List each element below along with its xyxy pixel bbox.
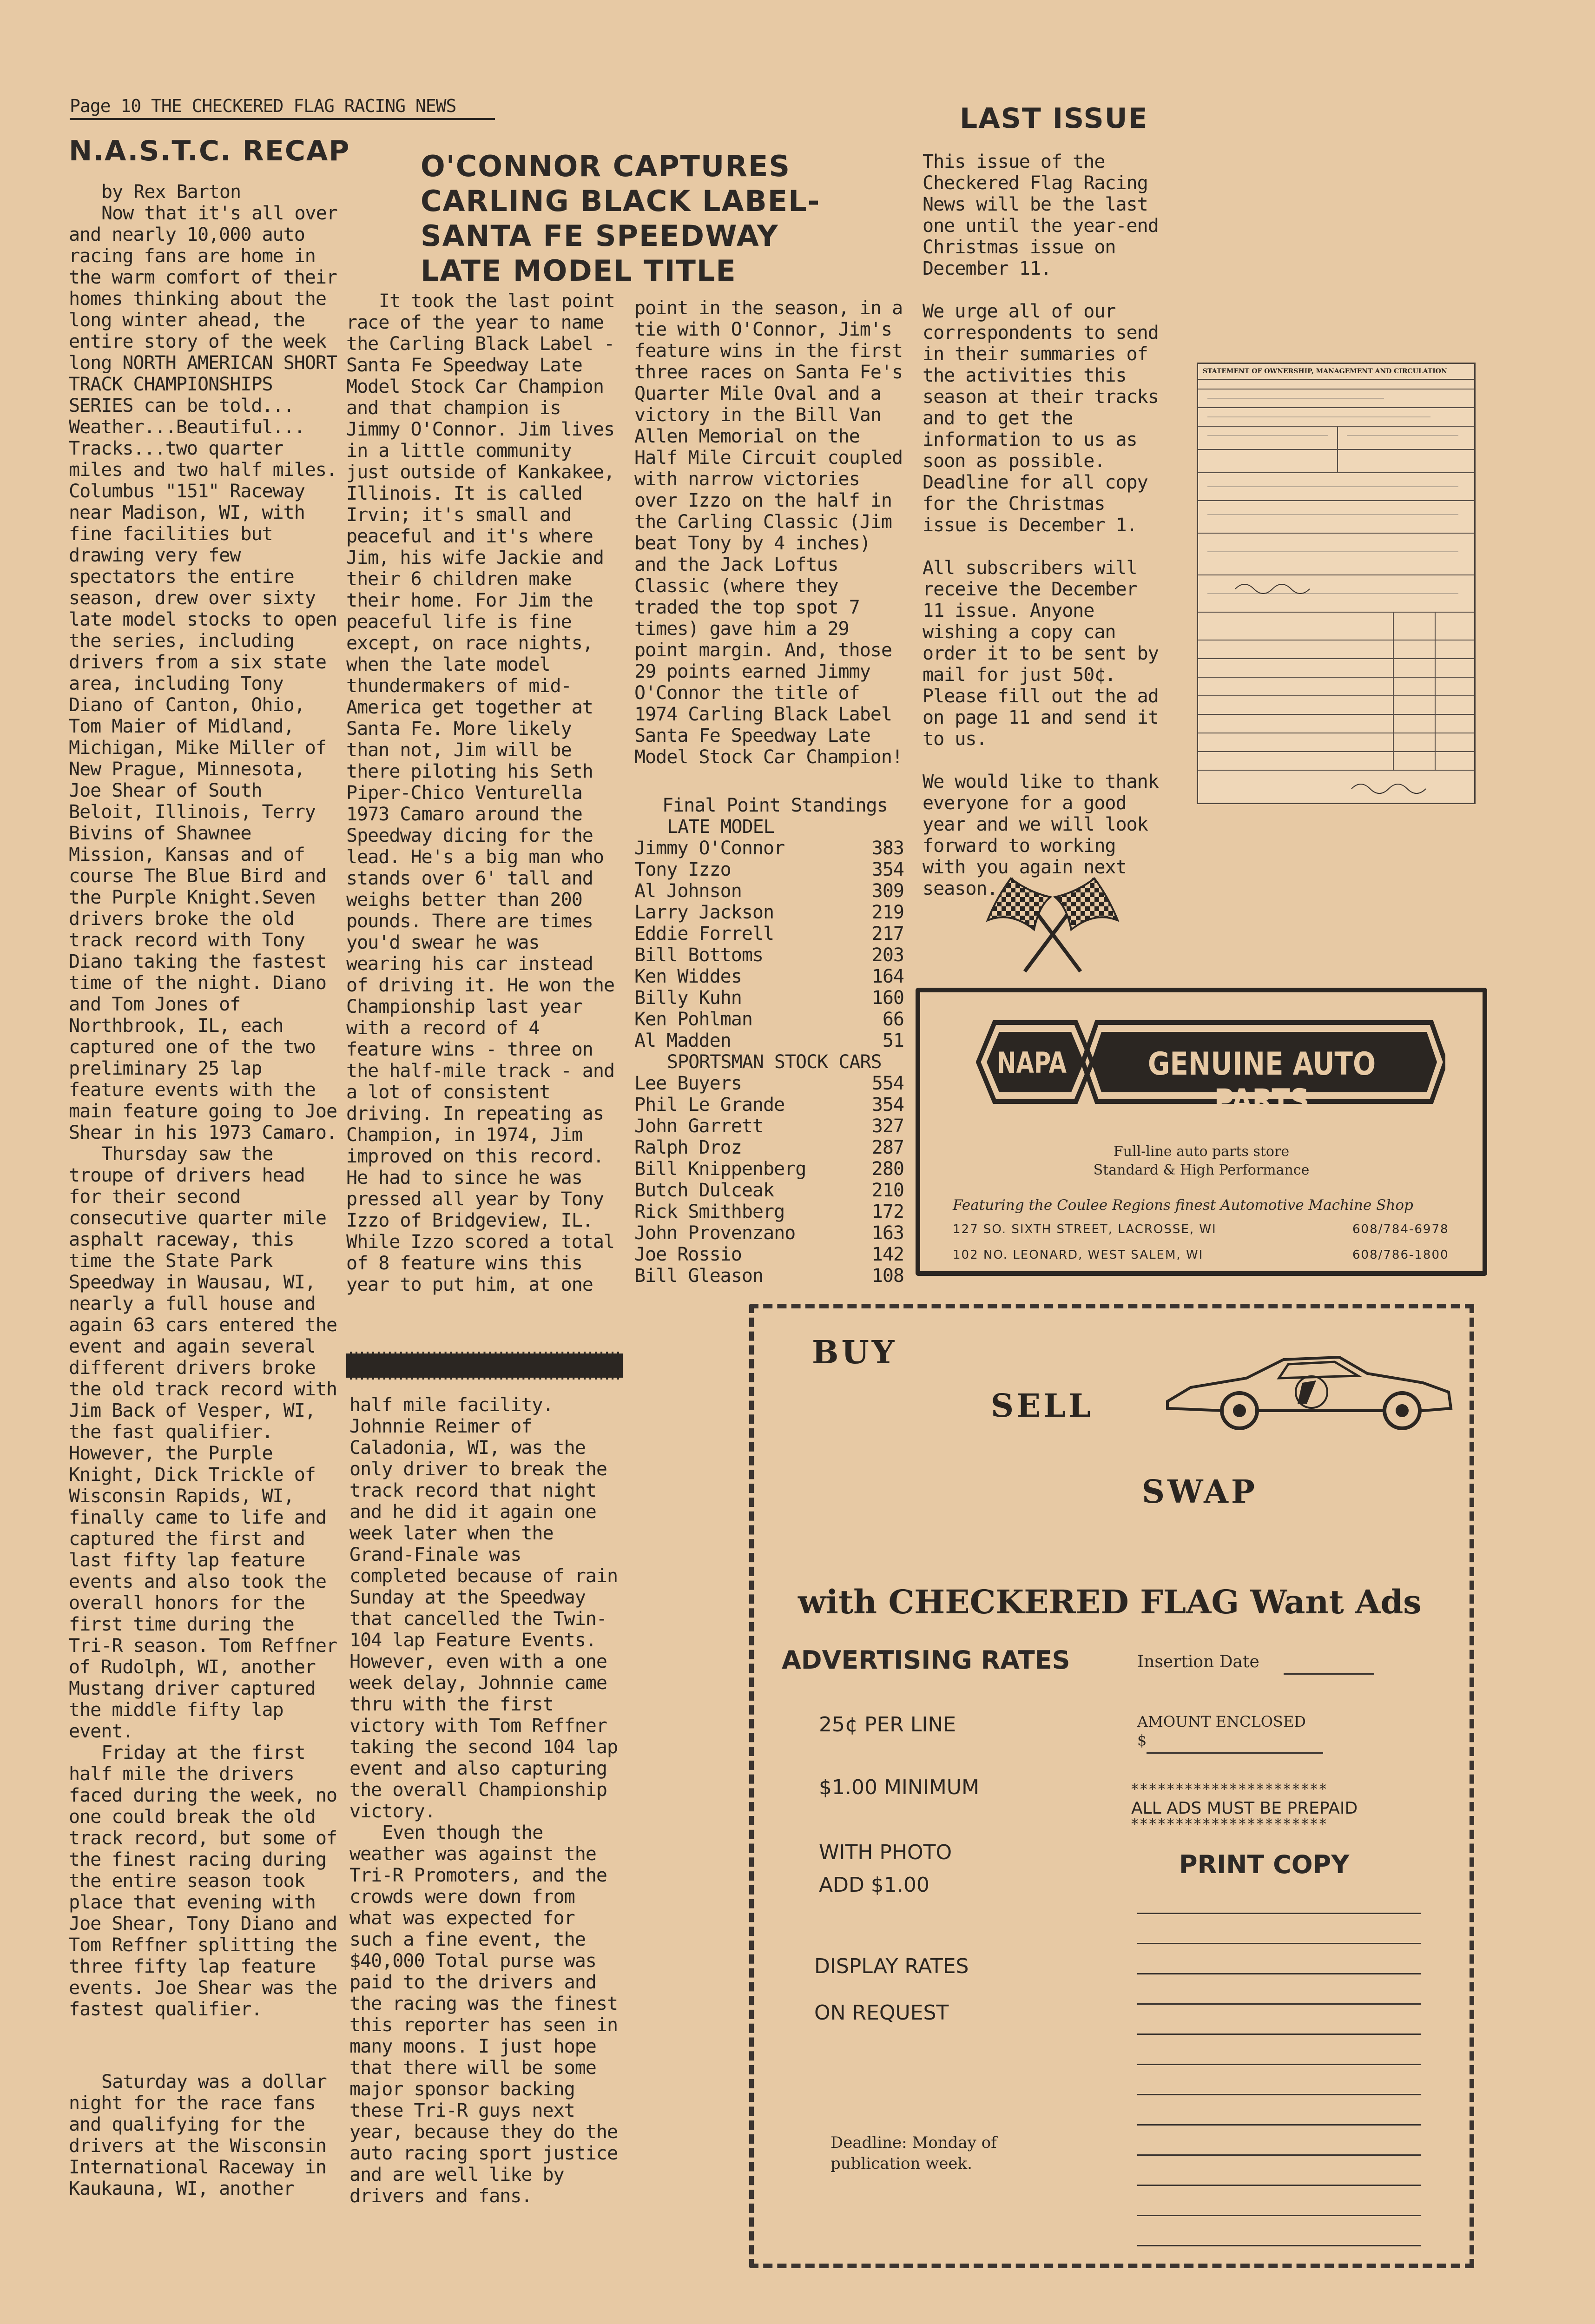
driver-points: 160 — [871, 987, 904, 1009]
standings-row — [634, 1244, 904, 1265]
driver-name: Bill Knippenberg — [634, 1158, 806, 1180]
checkered-flags-icon — [983, 869, 1122, 981]
last-issue-paragraph: This issue of the Checkered Flag Racing News will be the last one until the year-end Christmas issue on December 11. — [923, 151, 1159, 279]
late-model-label: LATE MODEL — [667, 816, 774, 838]
print-copy-line[interactable] — [1137, 1973, 1421, 1974]
header-underline — [70, 118, 495, 120]
standings-row — [634, 838, 904, 859]
recap-byline: by Rex Barton — [101, 181, 241, 203]
driver-name: Phil Le Grande — [634, 1094, 785, 1116]
standings-row — [634, 1137, 904, 1158]
last-issue-paragraph: We would like to thank everyone for a good year and we will look forward to working with you again next season. — [923, 771, 1159, 899]
napa-logo-text: NAPA — [996, 1046, 1067, 1080]
recap-paragraph: Thursday saw the troupe of drivers head for their second consecutive quarter mile asphalt raceway, this time the State Park Speedway in Wausau, WI, nearly a full house and again 63 cars entered the event and again several different drivers broke the old track record with Jim Back of Vesper, WI, the fast qualifier. However, the Purple Knight, Dick Trickle of Wisconsin Rapids, WI, finally came to life and captured the first and last fifty lap feature events and also took the overall honors for the first time during the Tri-R season. Tom Reffner of Rudolph, WI, another Mustang driver captured the middle fifty lap event. — [69, 1143, 337, 1742]
page-label: Page 10 THE CHECKERED FLAG RACING NEWS — [70, 96, 456, 116]
statement-of-ownership-form — [1197, 363, 1476, 804]
standings-row — [634, 1265, 904, 1287]
late-model-list — [634, 838, 904, 1051]
rate-per-line: 25¢ PER LINE — [819, 1713, 956, 1736]
napa-line1: Full-line auto parts store — [1113, 1143, 1290, 1160]
napa-address-1: 127 SO. SIXTH STREET, LACROSSE, WI — [953, 1222, 1217, 1236]
print-copy-line[interactable] — [1137, 2185, 1421, 2186]
recap-title: N.A.S.T.C. RECAP — [69, 135, 350, 167]
recap-paragraph: Even though the weather was against the Tri-R Promoters, and the crowds were down from what was expected for such a fine event, the $40,000 Total purse was paid to the drivers and the racing was the finest this reporter has seen in many moons. I just hope that there will be some major sponsor backing these Tri-R guys next year, because they do the auto racing sport justice and are well like by drivers and fans. — [349, 1822, 618, 2207]
rate-photo-1: WITH PHOTO — [819, 1841, 952, 1864]
print-copy-line[interactable] — [1137, 2245, 1421, 2246]
display-rates-1: DISPLAY RATES — [814, 1954, 969, 1978]
oconnor-paragraph: It took the last point race of the year to name the Carling Black Label - Santa Fe Speedway Late Model Stock Car Champion and that champion is Jimmy O'Connor. Jim lives in a little community just outside of Kankakee, Illinois. It is called Irvin; it's small and peaceful and it's where Jim, his wife Jackie and their 6 children make their home. For Jim the peaceful life is fine except, on race nights, when the late model thundermakers of mid-America get together at Santa Fe. More likely than not, Jim will be there piloting his Seth Piper-Chico Venturella 1973 Camaro around the Speedway dicing for the lead. He's a big man who stands over 6' tall and weighs better than 200 pounds. There are times you'd swear he was wearing his car instead of driving it. He won the Championship last year with a record of 4 feature wins - three on the half-mile track - and a lot of consistent driving. In repeating as Champion, in 1974, Jim improved on this record. He had to since he was pressed all year by Tony Izzo of Bridgeview, IL. While Izzo scored a total of 8 feature wins this year to put him, at one — [346, 290, 615, 1295]
oconnor-column-1 — [346, 290, 620, 1295]
last-issue-paragraph: We urge all of our correspondents to send in their summaries of the activities this season at their tracks and to get the information to us as soon as possible. Deadline for all copy for the Christmas issue is December 1. — [923, 301, 1159, 536]
print-copy-title: PRINT COPY — [1179, 1850, 1350, 1879]
print-copy-line[interactable] — [1137, 2034, 1421, 2035]
oconnor-column-2 — [634, 297, 904, 768]
swap-label: SWAP — [1142, 1473, 1258, 1511]
standings-row — [634, 1030, 904, 1051]
print-copy-line[interactable] — [1137, 1913, 1421, 1914]
recap-paragraph: Now that it's all over and nearly 10,000 auto racing fans are home in the warm comfort of their homes thinking about the long winter ahead, the entire story of the week long NORTH AMERICAN SHORT TRACK CHAMPIONSHIPS SERIES can be told... Weather...Beautiful... Tracks...two quarter miles and two half miles. Columbus "151" Raceway near Madison, WI, with fine facilities but drawing very few spectators the entire season, drew over sixty late model stocks to open the series, including drivers from a six state area, including Tony Diano of Canton, Ohio, Tom Maier of Midland, Michigan, Mike Miller of New Prague, Minnesota, Joe Shear of South Beloit, Illinois, Terry Bivins of Shawnee Mission, Kansas and of course The Blue Bird and the Purple Knight.Seven drivers broke the old track record with Tony Diano taking the fastest time of the night. Diano and Tom Jones of Northbrook, IL, each captured one of the two preliminary 25 lap feature events with the main feature going to Joe Shear in his 1973 Camaro. — [69, 203, 337, 1143]
headline-line: O'CONNOR CAPTURES — [421, 149, 791, 183]
driver-points: 172 — [871, 1201, 904, 1222]
sportsman-label: SPORTSMAN STOCK CARS — [667, 1051, 882, 1073]
driver-points: 66 — [882, 1009, 904, 1030]
recap-paragraph: Saturday was a dollar night for the race fans and qualifying for the drivers at the Wisconsin International Raceway in Kaukauna, WI, another — [69, 2071, 327, 2199]
race-car-icon — [1163, 1346, 1456, 1434]
insertion-date-field[interactable] — [1284, 1673, 1374, 1675]
amount-enclosed-field[interactable] — [1147, 1752, 1323, 1754]
driver-points: 554 — [871, 1073, 904, 1094]
headline-line: CARLING BLACK LABEL- — [421, 184, 821, 218]
driver-points: 280 — [871, 1158, 904, 1180]
section-divider — [346, 1352, 623, 1380]
driver-points: 210 — [871, 1180, 904, 1201]
driver-name: Bill Gleason — [634, 1265, 763, 1287]
driver-points: 309 — [871, 880, 904, 902]
driver-name: Joe Rossio — [634, 1244, 742, 1265]
recap-continuation — [349, 1394, 624, 2207]
recap-paragraph: Friday at the first half mile the drivers faced during the week, no one could break the old track record, but some of the finest racing during the entire season took place that evening with Joe Shear, Tony Diano and Tom Reffner splitting the three fifty lap feature events. Joe Shear was the fastest qualifier. — [69, 1742, 337, 2020]
sportsman-list — [634, 1073, 904, 1287]
sell-label: SELL — [991, 1387, 1094, 1425]
driver-name: Al Johnson — [634, 880, 742, 902]
standings-row — [634, 1009, 904, 1030]
standings-row — [634, 1116, 904, 1137]
headline-line: LATE MODEL TITLE — [421, 254, 737, 288]
insertion-date-label: Insertion Date — [1137, 1652, 1259, 1671]
driver-points: 164 — [871, 966, 904, 987]
napa-address-2: 102 NO. LEONARD, WEST SALEM, WI — [953, 1248, 1204, 1262]
driver-name: Tony Izzo — [634, 859, 731, 880]
napa-advertisement — [916, 988, 1487, 1276]
driver-points: 219 — [871, 902, 904, 923]
amount-dollar-sign: $ — [1137, 1731, 1147, 1749]
standings-row — [634, 923, 904, 944]
display-rates-2: ON REQUEST — [814, 2001, 949, 2025]
napa-line2: Standard & High Performance — [1093, 1162, 1310, 1178]
standings-row — [634, 880, 904, 902]
statement-title: STATEMENT OF OWNERSHIP, MANAGEMENT AND CIRCULATION — [1198, 364, 1474, 380]
final-standings — [634, 795, 904, 1287]
standings-title: Final Point Standings — [662, 795, 888, 816]
standings-row — [634, 1158, 904, 1180]
standings-row — [634, 1201, 904, 1222]
driver-name: Eddie Forrell — [634, 923, 774, 944]
driver-points: 203 — [871, 944, 904, 966]
print-copy-line[interactable] — [1137, 2003, 1421, 2005]
standings-row — [634, 902, 904, 923]
driver-points: 217 — [871, 923, 904, 944]
print-copy-line[interactable] — [1137, 2064, 1421, 2065]
driver-points: 287 — [871, 1137, 904, 1158]
stars-top: ********************** — [1130, 1780, 1327, 1798]
last-issue-article — [923, 151, 1169, 899]
form-lines-graphic — [1198, 380, 1476, 798]
print-copy-line[interactable] — [1137, 2124, 1421, 2126]
stars-bottom: ********************** — [1130, 1815, 1327, 1833]
standings-row — [634, 1222, 904, 1244]
driver-name: Ken Pohlman — [634, 1009, 752, 1030]
driver-points: 354 — [871, 859, 904, 880]
driver-name: Rick Smithberg — [634, 1201, 785, 1222]
standings-row — [634, 944, 904, 966]
deadline-line-2: publication week. — [830, 2154, 972, 2173]
driver-name: Ken Widdes — [634, 966, 742, 987]
standings-row — [634, 1180, 904, 1201]
driver-points: 354 — [871, 1094, 904, 1116]
print-copy-line[interactable] — [1137, 2094, 1421, 2095]
rate-minimum: $1.00 MINIMUM — [819, 1776, 979, 1799]
driver-points: 327 — [871, 1116, 904, 1137]
last-issue-paragraph: All subscribers will receive the December 11 issue. Anyone wishing a copy can order it to be sent by mail for just 50¢. Please fill out the ad on page 11 and send it to us. — [923, 557, 1159, 750]
driver-name: Billy Kuhn — [634, 987, 742, 1009]
buy-label: BUY — [812, 1334, 897, 1371]
headline-line: SANTA FE SPEEDWAY — [421, 219, 779, 253]
page-header — [70, 95, 456, 117]
want-ads-headline: with CHECKERED FLAG Want Ads — [798, 1583, 1422, 1621]
driver-points: 108 — [871, 1265, 904, 1287]
napa-phone-2: 608/786-1800 — [1352, 1248, 1449, 1262]
driver-name: Butch Dulceak — [634, 1180, 774, 1201]
advertising-rates-title: ADVERTISING RATES — [782, 1645, 1070, 1675]
prepaid-notice: ALL ADS MUST BE PREPAID — [1131, 1799, 1358, 1818]
driver-name: John Provenzano — [634, 1222, 796, 1244]
recap-article — [69, 181, 343, 2199]
deadline-line-1: Deadline: Monday of — [830, 2133, 997, 2152]
rate-photo-2: ADD $1.00 — [819, 1873, 929, 1897]
standings-row — [634, 987, 904, 1009]
amount-enclosed-label: AMOUNT ENCLOSED — [1137, 1713, 1306, 1730]
standings-row — [634, 1073, 904, 1094]
recap-paragraph: half mile facility. Johnnie Reimer of Caladonia, WI, was the only driver to break the track record that night and he did it again one week later when the Grand-Finale was completed because of rain Sunday at the Speedway that cancelled the Twin-104 lap Feature Events. However, even with a one week delay, Johnnie came thru with the first victory with Tom Reffner taking the second 104 lap event and also capturing the overall Championship victory. — [349, 1394, 618, 1822]
driver-points: 51 — [882, 1030, 904, 1051]
napa-phone-1: 608/784-6978 — [1352, 1222, 1449, 1236]
napa-banner-text: GENUINE AUTO PARTS — [1147, 1046, 1376, 1119]
oconnor-headline — [421, 149, 820, 288]
want-ads-box — [749, 1304, 1474, 2268]
driver-name: Jimmy O'Connor — [634, 838, 785, 859]
last-issue-title: LAST ISSUE — [960, 102, 1148, 135]
print-copy-line[interactable] — [1137, 1943, 1421, 1944]
print-copy-line[interactable] — [1137, 2215, 1421, 2216]
napa-tagline: Featuring the Coulee Regions finest Automotive Machine Shop — [953, 1197, 1413, 1214]
driver-name: Al Madden — [634, 1030, 731, 1051]
driver-name: John Garrett — [634, 1116, 763, 1137]
driver-points: 163 — [871, 1222, 904, 1244]
print-copy-line[interactable] — [1137, 2154, 1421, 2156]
driver-name: Ralph Droz — [634, 1137, 742, 1158]
driver-name: Lee Buyers — [634, 1073, 742, 1094]
standings-row — [634, 1094, 904, 1116]
standings-row — [634, 966, 904, 987]
oconnor-paragraph: point in the season, in a tie with O'Connor, Jim's feature wins in the first three races on Santa Fe's Quarter Mile Oval and a victory in the Bill Van Allen Memorial on the Half Mile Circuit coupled with narrow victories over Izzo on the half in the Carling Classic (Jim beat Tony by 4 inches) and the Jack Loftus Classic (where they traded the top spot 7 times) gave him a 29 point margin. And, those 29 points earned Jimmy O'Connor the title of 1974 Carling Black Label Santa Fe Speedway Late Model Stock Car Champion! — [634, 297, 903, 768]
driver-name: Larry Jackson — [634, 902, 774, 923]
driver-points: 142 — [871, 1244, 904, 1265]
standings-row — [634, 859, 904, 880]
driver-name: Bill Bottoms — [634, 944, 763, 966]
driver-points: 383 — [871, 838, 904, 859]
